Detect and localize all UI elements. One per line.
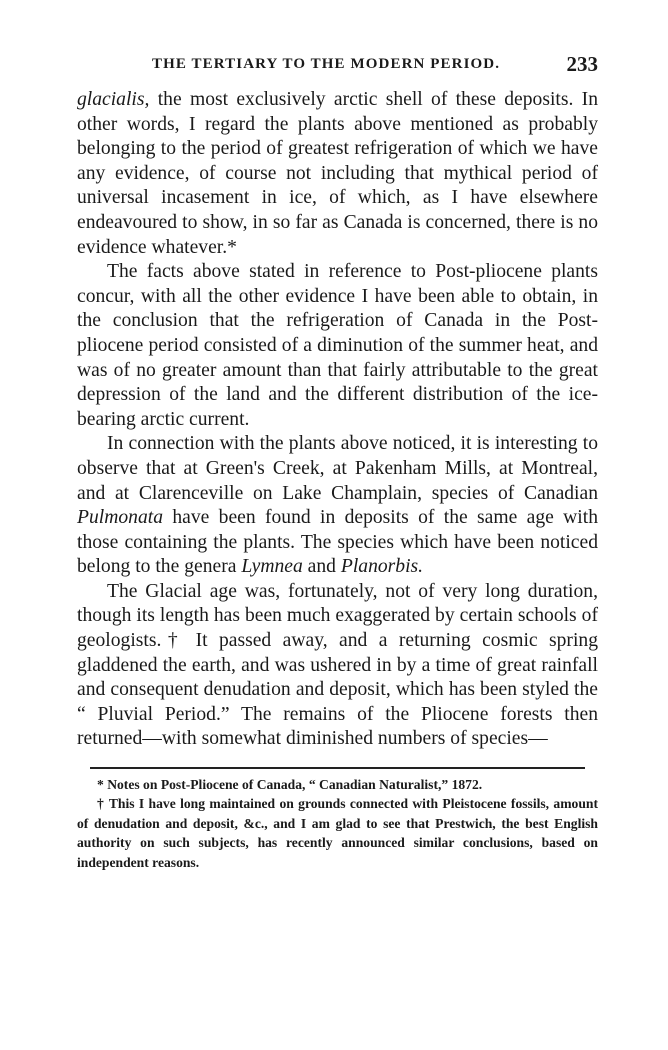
text-run: The Glacial age was, fortunately, not of very long duration, though its length has been much exaggerated by certain schools of geologists.† It passed away, and a returning cosmic spring gladdened the earth, and was ushered in by a time of great rainfall and consequent denudation and deposit, which has been styled the “ Pluvial Period.” The remains of the Pliocene forests then returned—with somewhat diminished numbers of species— <box>77 580 598 750</box>
footnote: † This I have long maintained on grounds connected with Pleistocene fossils, amount of denudation and deposit, &c., and I am glad to see that Prestwich, the best English authority on such subjects, has recently announced similar conclusions, based on independent reasons. <box>77 796 598 870</box>
body-text <box>77 88 598 752</box>
footnote: * Notes on Post-Pliocene of Canada, “ Canadian Naturalist,” 1872. <box>97 777 483 793</box>
footnote-divider <box>90 767 585 769</box>
running-head <box>77 50 598 82</box>
text-run-italic: glacialis, <box>77 89 150 110</box>
text-run: In connection with the plants above noticed, it is interesting to observe that at Green's Creek, at Pakenham Mills, at Montreal, and at Clarenceville on Lake Champlain, species of Canadian <box>77 433 598 504</box>
paragraph <box>77 260 598 432</box>
book-page <box>77 50 598 872</box>
text-run-italic: Lymnea <box>241 556 303 578</box>
paragraph <box>77 432 598 580</box>
page-number: 233 <box>566 52 598 76</box>
text-run: have been found in deposits of the same age with those containing the plants. The species which have been noticed belong to the genera <box>77 507 598 578</box>
text-run: The facts above stated in reference to Post-pliocene plants concur, with all the other evidence I have been able to obtain, in the conclusion that the refrigeration of Canada in the Post-pliocene period consisted of a diminution of the summer heat, and was of no greater amount than that fairly attributable to the great depression of the land and the different distribution of the ice-bearing arctic current. <box>77 261 598 430</box>
text-run-italic: Pulmonata <box>77 507 163 529</box>
paragraph <box>77 88 598 260</box>
footnotes <box>77 775 598 872</box>
text-run: and <box>302 556 341 578</box>
text-run-italic: Planorbis. <box>340 556 424 578</box>
running-title: THE TERTIARY TO THE MODERN PERIOD. <box>152 56 501 72</box>
text-run: the most exclusively arctic shell of these deposits. In other words, I regard the plants above mentioned as probably belonging to the period of greatest refrigeration of which we have any evidence, of course not including that mythical period of universal incasement in ice, of which, as I have elsewhere endeavoured to show, in so far as Canada is concerned, there is no evidence whatever.* <box>77 89 598 258</box>
paragraph <box>77 580 598 752</box>
